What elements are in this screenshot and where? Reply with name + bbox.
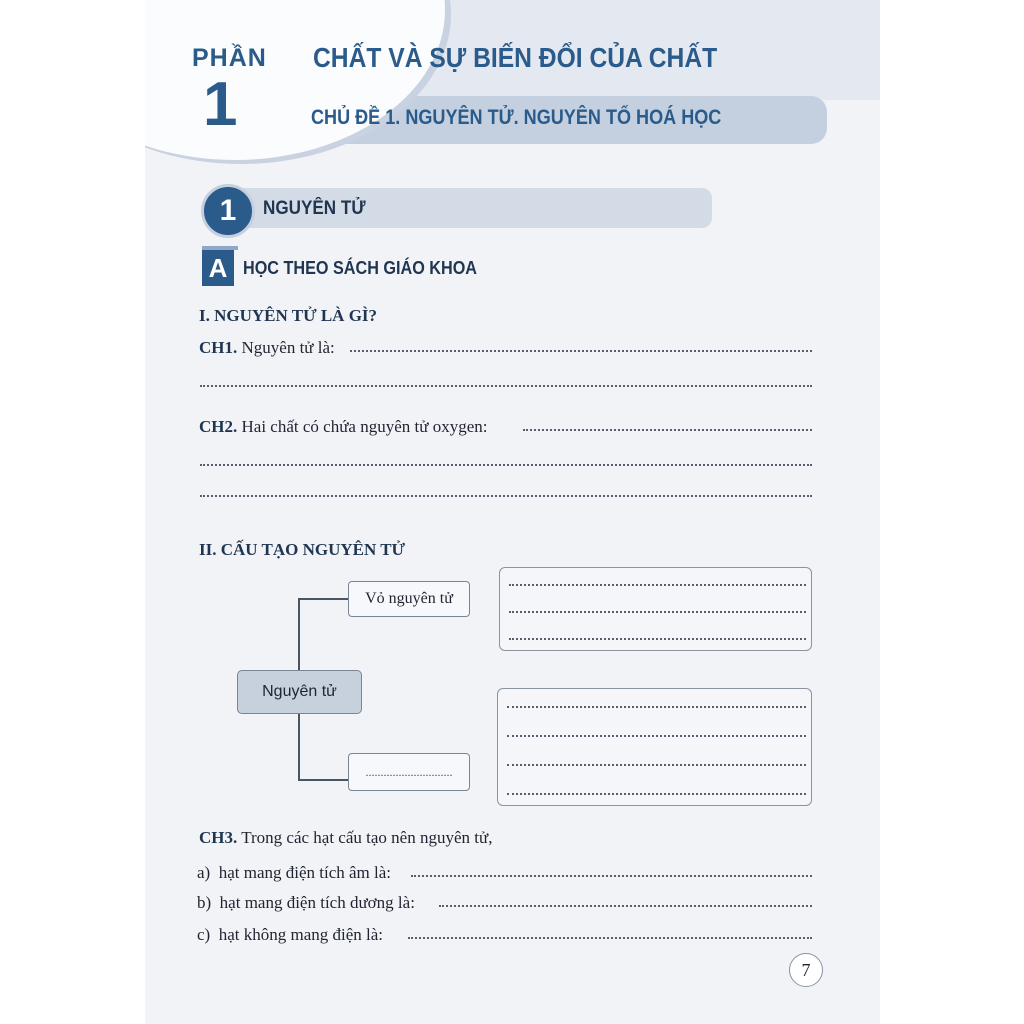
diagram-upper-connector <box>298 598 348 600</box>
atom-root-node: Nguyên tử <box>237 670 362 714</box>
workbook-page <box>145 0 880 1024</box>
ch2-question <box>199 417 487 437</box>
ch3-item-a-marker: a) <box>197 863 211 882</box>
ch3-item-b <box>197 893 415 913</box>
ch2-answer-line-2[interactable] <box>200 464 812 466</box>
ch3-item-b-answer-line[interactable] <box>439 905 812 907</box>
ch3-item-a-text: hạt mang điện tích âm là: <box>218 863 392 882</box>
section-badge: A <box>202 250 234 286</box>
ch3-label: CH3. <box>199 828 238 847</box>
nucleus-answer-line-3[interactable] <box>507 764 806 766</box>
ch3-item-a-answer-line[interactable] <box>411 875 812 877</box>
topic-title: CHỦ ĐỀ 1. NGUYÊN TỬ. NGUYÊN TỐ HOÁ HỌC <box>311 106 722 129</box>
ch1-label: CH1. <box>199 338 238 357</box>
shell-answer-line-3[interactable] <box>509 638 806 640</box>
ch1-answer-line-2[interactable] <box>200 385 812 387</box>
ch1-text: Nguyên tử là: <box>241 338 335 357</box>
part-i-heading: I. NGUYÊN TỬ LÀ GÌ? <box>199 306 378 325</box>
ch3-item-c-marker: c) <box>197 925 211 944</box>
ch2-text: Hai chất có chứa nguyên tử oxygen: <box>241 417 488 436</box>
nucleus-answer-line-4[interactable] <box>507 793 806 795</box>
part-word: PHẦN <box>192 44 267 72</box>
ch3-item-b-marker: b) <box>197 893 212 912</box>
shell-answer-line-1[interactable] <box>509 584 806 586</box>
ch1-answer-line-1[interactable] <box>350 350 812 352</box>
diagram-lower-connector <box>298 779 348 781</box>
ch3-item-b-text: hạt mang điện tích dương là: <box>219 893 415 912</box>
part-number: 1 <box>203 70 238 139</box>
shell-answer-line-2[interactable] <box>509 611 806 613</box>
page-number: 7 <box>789 953 823 987</box>
ch2-answer-line-3[interactable] <box>200 495 812 497</box>
ch3-item-c-text: hạt không mang điện là: <box>218 925 384 944</box>
ch3-text: Trong các hạt cấu tạo nên nguyên tử, <box>241 828 493 847</box>
part-ii-heading: II. CẤU TẠO NGUYÊN TỬ <box>199 540 406 559</box>
nucleus-answer-line-1[interactable] <box>507 706 806 708</box>
ch3-item-c <box>197 925 383 945</box>
ch3-item-a <box>197 863 391 883</box>
ch2-label: CH2. <box>199 417 238 436</box>
atom-nucleus-blank-node[interactable]: ............................. <box>348 753 470 791</box>
section-title: HỌC THEO SÁCH GIÁO KHOA <box>243 258 478 278</box>
nucleus-answer-line-2[interactable] <box>507 735 806 737</box>
lesson-title: NGUYÊN TỬ <box>263 198 366 219</box>
part-title: CHẤT VÀ SỰ BIẾN ĐỔI CỦA CHẤT <box>313 42 718 73</box>
ch2-answer-line-1[interactable] <box>523 429 812 431</box>
ch1-question <box>199 338 335 358</box>
atom-shell-node: Vỏ nguyên tử <box>348 581 470 617</box>
lesson-number: 1 <box>201 184 255 238</box>
ch3-item-c-answer-line[interactable] <box>408 937 812 939</box>
ch3-question <box>199 828 492 848</box>
